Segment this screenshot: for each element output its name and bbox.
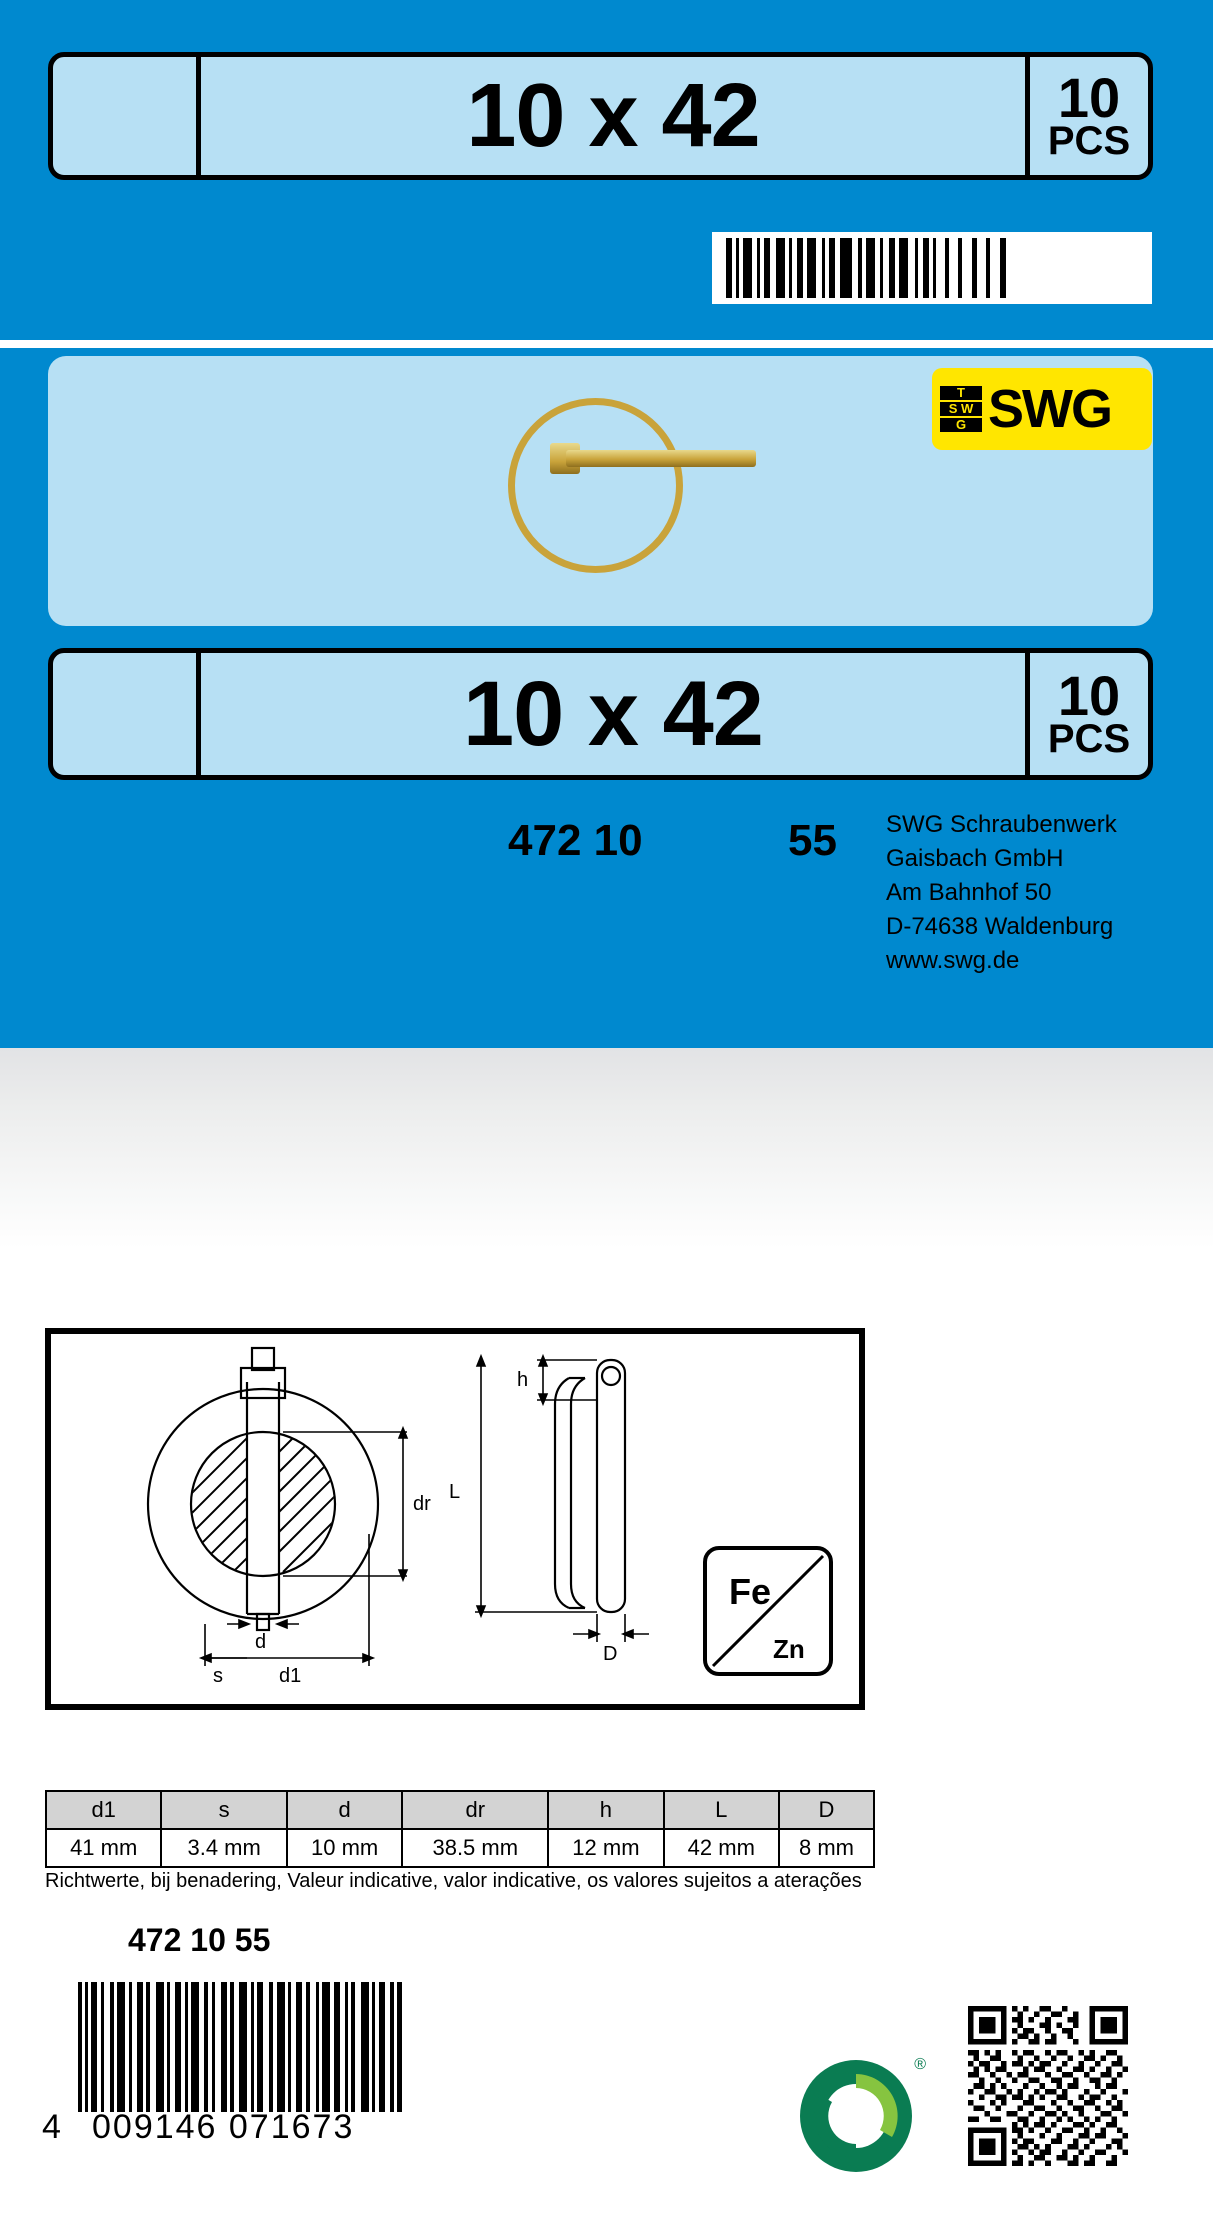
pin-shaft-icon (566, 450, 756, 467)
company-street: Am Bahnhof 50 (886, 879, 1052, 907)
table-header-cell: h (548, 1791, 663, 1829)
product-size-label-top: 10 x 42 (466, 65, 760, 166)
dim-label-D: D (603, 1643, 618, 1665)
bottom-article-code: 472 10 55 (128, 1922, 271, 1958)
company-city: D-74638 Waldenburg (886, 913, 1114, 941)
material-badge-bottom: Zn (773, 1634, 805, 1664)
table-row (46, 1829, 874, 1867)
technical-drawing-box (45, 1328, 865, 1710)
dim-label-d1: d1 (279, 1665, 302, 1687)
article-suffix: 55 (788, 816, 837, 865)
material-badge-icon (705, 1548, 831, 1674)
table-cell: 10 mm (287, 1829, 402, 1867)
product-size-label-bottom: 10 x 42 (463, 662, 763, 765)
table-header-cell: dr (402, 1791, 548, 1829)
banner-left-cell (53, 57, 201, 175)
dim-label-s: s (213, 1665, 223, 1687)
banner2-quantity-cell (1030, 653, 1148, 775)
table-cell: 8 mm (779, 1829, 874, 1867)
article-number: 472 10 (508, 816, 643, 865)
swg-brand-text: SWG (988, 379, 1111, 439)
qr-code (968, 2006, 1128, 2166)
company-address-block (886, 808, 1117, 978)
ean-barcode (78, 1982, 448, 2112)
pin-ring-icon (508, 398, 683, 573)
table-header-cell: s (161, 1791, 287, 1829)
top-barcode-bars (726, 238, 1138, 298)
swg-logo-mark-icon (940, 386, 982, 432)
top-barcode (712, 232, 1152, 304)
product-size-banner-bottom (48, 648, 1153, 780)
swg-mark-letter-g: G (940, 418, 982, 432)
table-cell: 38.5 mm (402, 1829, 548, 1867)
table-header-cell: d (287, 1791, 402, 1829)
dim-label-L: L (449, 1481, 461, 1503)
quantity-value-top: 10 (1057, 65, 1121, 129)
dim-label-h: h (517, 1369, 529, 1391)
table-cell: 41 mm (46, 1829, 161, 1867)
swg-logo (932, 368, 1152, 450)
quantity-value-bottom: 10 (1057, 663, 1121, 727)
recycle-arrow-shape (806, 2066, 906, 2166)
ean-barcode-bars (78, 1982, 448, 2112)
dimension-table (45, 1790, 875, 1868)
company-name-line2: Gaisbach GmbH (886, 845, 1064, 873)
product-size-banner-top (48, 52, 1153, 180)
der-gruene-punkt-icon (800, 2056, 926, 2172)
table-header-row (46, 1791, 874, 1829)
recycle-circle-shape (800, 2060, 912, 2172)
table-header-cell: L (664, 1791, 779, 1829)
material-badge-top: Fe (729, 1571, 772, 1612)
swg-mark-letter-t: T (940, 386, 982, 400)
banner2-left-cell (53, 653, 201, 775)
registered-trademark-icon: ® (914, 2056, 926, 2073)
banner2-size-cell (201, 653, 1030, 775)
banner-size-cell (201, 57, 1030, 175)
ean-first-digit: 4 (42, 2108, 63, 2146)
dim-label-dr: dr (413, 1493, 431, 1515)
table-cell: 12 mm (548, 1829, 663, 1867)
linch-pin-illustration (468, 378, 748, 598)
ean-main-digits: 009146 071673 (92, 2108, 355, 2146)
table-header-cell: D (779, 1791, 874, 1829)
qr-code-svg (968, 2006, 1128, 2166)
table-cell: 42 mm (664, 1829, 779, 1867)
table-header-cell: d1 (46, 1791, 161, 1829)
quantity-unit-bottom: PCS (1047, 717, 1131, 762)
swg-mark-letter-sw: S W (940, 402, 982, 416)
quantity-unit-top: PCS (1047, 119, 1131, 164)
table-cell: 3.4 mm (161, 1829, 287, 1867)
table-footnote: Richtwerte, bij benadering, Valeur indicative, valor indicative, os valores sujeitos a aterações (45, 1870, 862, 1892)
technical-drawing-svg (51, 1334, 859, 1704)
company-name: SWG Schraubenwerk (886, 811, 1117, 838)
company-website: www.swg.de (886, 947, 1020, 975)
article-and-address-row (48, 806, 1153, 986)
dim-label-d: d (255, 1631, 267, 1653)
banner-quantity-cell (1030, 57, 1148, 175)
